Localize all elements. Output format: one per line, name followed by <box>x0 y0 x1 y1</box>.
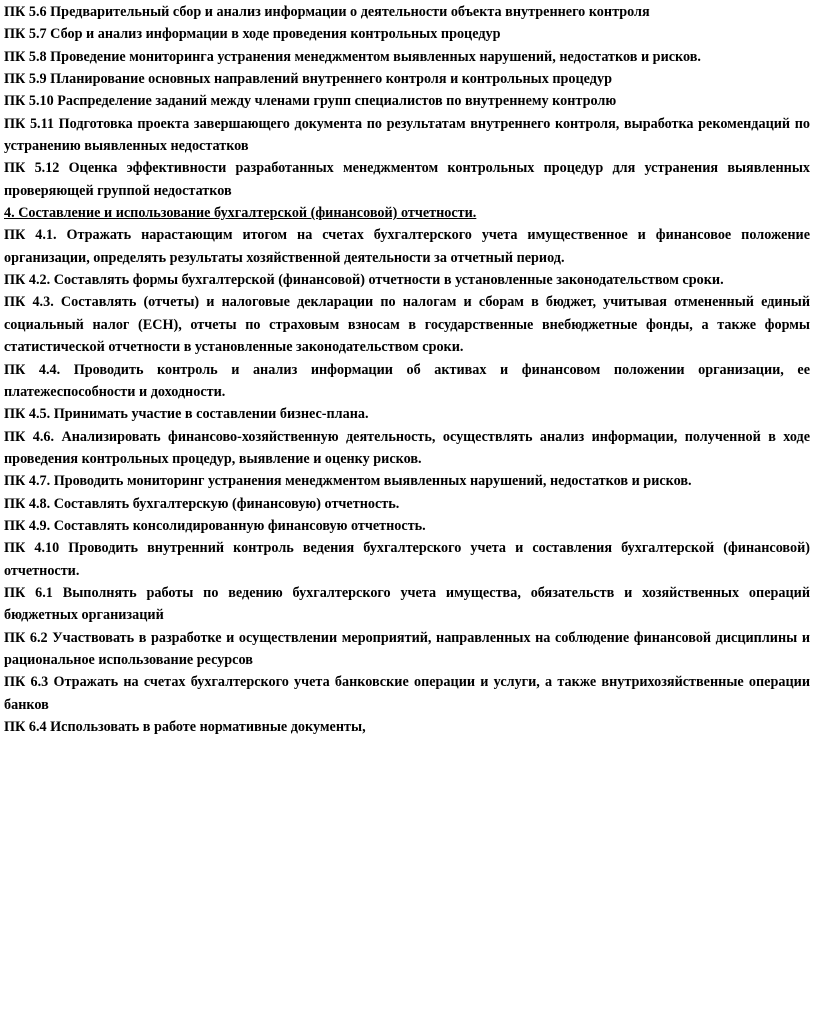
paragraph-pk-4-10: ПК 4.10 Проводить внутренний контроль ведения бухгалтерского учета и составления бухгалтерской (финансовой) отчетности. <box>4 540 810 579</box>
paragraph-pk-6-3: ПК 6.3 Отражать на счетах бухгалтерского учета банковские операции и услуги, а также внутрихозяйственные операции банков <box>4 674 810 713</box>
paragraph-pk-4-3: ПК 4.3. Составлять (отчеты) и налоговые декларации по налогам и сборам в бюджет, учитывая отмененный единый социальный налог (ЕСН), отчеты по страховым взносам в государственные внебюджетные фонды, а также формы статистической отчетности в установленные законодательством сроки. <box>4 294 810 356</box>
paragraph-pk-4-1: ПК 4.1. Отражать нарастающим итогом на счетах бухгалтерского учета имущественное и финансовое положение организации, определять результаты хозяйственной деятельности за отчетный период. <box>4 227 810 266</box>
paragraph-pk-4-5: ПК 4.5. Принимать участие в составлении бизнес-плана. <box>4 406 369 423</box>
paragraph-pk-4-2: ПК 4.2. Составлять формы бухгалтерской (финансовой) отчетности в установленные законодательством сроки. <box>4 272 724 289</box>
paragraph-pk-4-9: ПК 4.9. Составлять консолидированную финансовую отчетность. <box>4 517 426 534</box>
paragraph-pk-5-6: ПК 5.6 Предварительный сбор и анализ информации о деятельности объекта внутреннего контроля <box>4 4 650 20</box>
paragraph-pk-4-6: ПК 4.6. Анализировать финансово-хозяйственную деятельность, осуществлять анализ информации, полученной в ходе проведения контрольных процедур, выявление и оценку рисков. <box>4 428 810 467</box>
section-heading-4: 4. Составление и использование бухгалтерской (финансовой) отчетности. <box>4 205 477 222</box>
paragraph-pk-6-2: ПК 6.2 Участвовать в разработке и осуществлении мероприятий, направленных на соблюдение финансовой дисциплины и рациональное использование ресурсов <box>4 629 810 668</box>
paragraph-pk-5-7: ПК 5.7 Сбор и анализ информации в ходе проведения контрольных процедур <box>4 26 501 43</box>
paragraph-pk-5-11: ПК 5.11 Подготовка проекта завершающего документа по результатам внутреннего контроля, выработка рекомендаций по устранению выявленных недостатков <box>4 115 810 155</box>
paragraph-pk-5-12: ПК 5.12 Оценка эффективности разработанных менеджментом контрольных процедур для устранения выявленных проверяющей группой недостатков <box>4 160 810 199</box>
paragraph-pk-4-8: ПК 4.8. Составлять бухгалтерскую (финансовую) отчетность. <box>4 495 400 512</box>
paragraph-pk-5-9: ПК 5.9 Планирование основных направлений внутреннего контроля и контрольных процедур <box>4 71 612 88</box>
paragraph-pk-4-7: ПК 4.7. Проводить мониторинг устранения менеджментом выявленных нарушений, недостатков и рисков. <box>4 473 692 490</box>
paragraph-pk-6-4: ПК 6.4 Использовать в работе нормативные документы, <box>4 719 366 735</box>
paragraph-pk-6-1: ПК 6.1 Выполнять работы по ведению бухгалтерского учета имущества, обязательств и хозяйственных операций бюджетных организаций <box>4 584 810 624</box>
paragraph-pk-4-4: ПК 4.4. Проводить контроль и анализ информации об активах и финансовом положении организации, ее платежеспособности и доходности. <box>4 361 810 400</box>
paragraph-pk-5-10: ПК 5.10 Распределение заданий между членами групп специалистов по внутреннему контролю <box>4 93 617 110</box>
paragraph-pk-5-8: ПК 5.8 Проведение мониторинга устранения менеджментом выявленных нарушений, недостатков и рисков. <box>4 48 701 65</box>
